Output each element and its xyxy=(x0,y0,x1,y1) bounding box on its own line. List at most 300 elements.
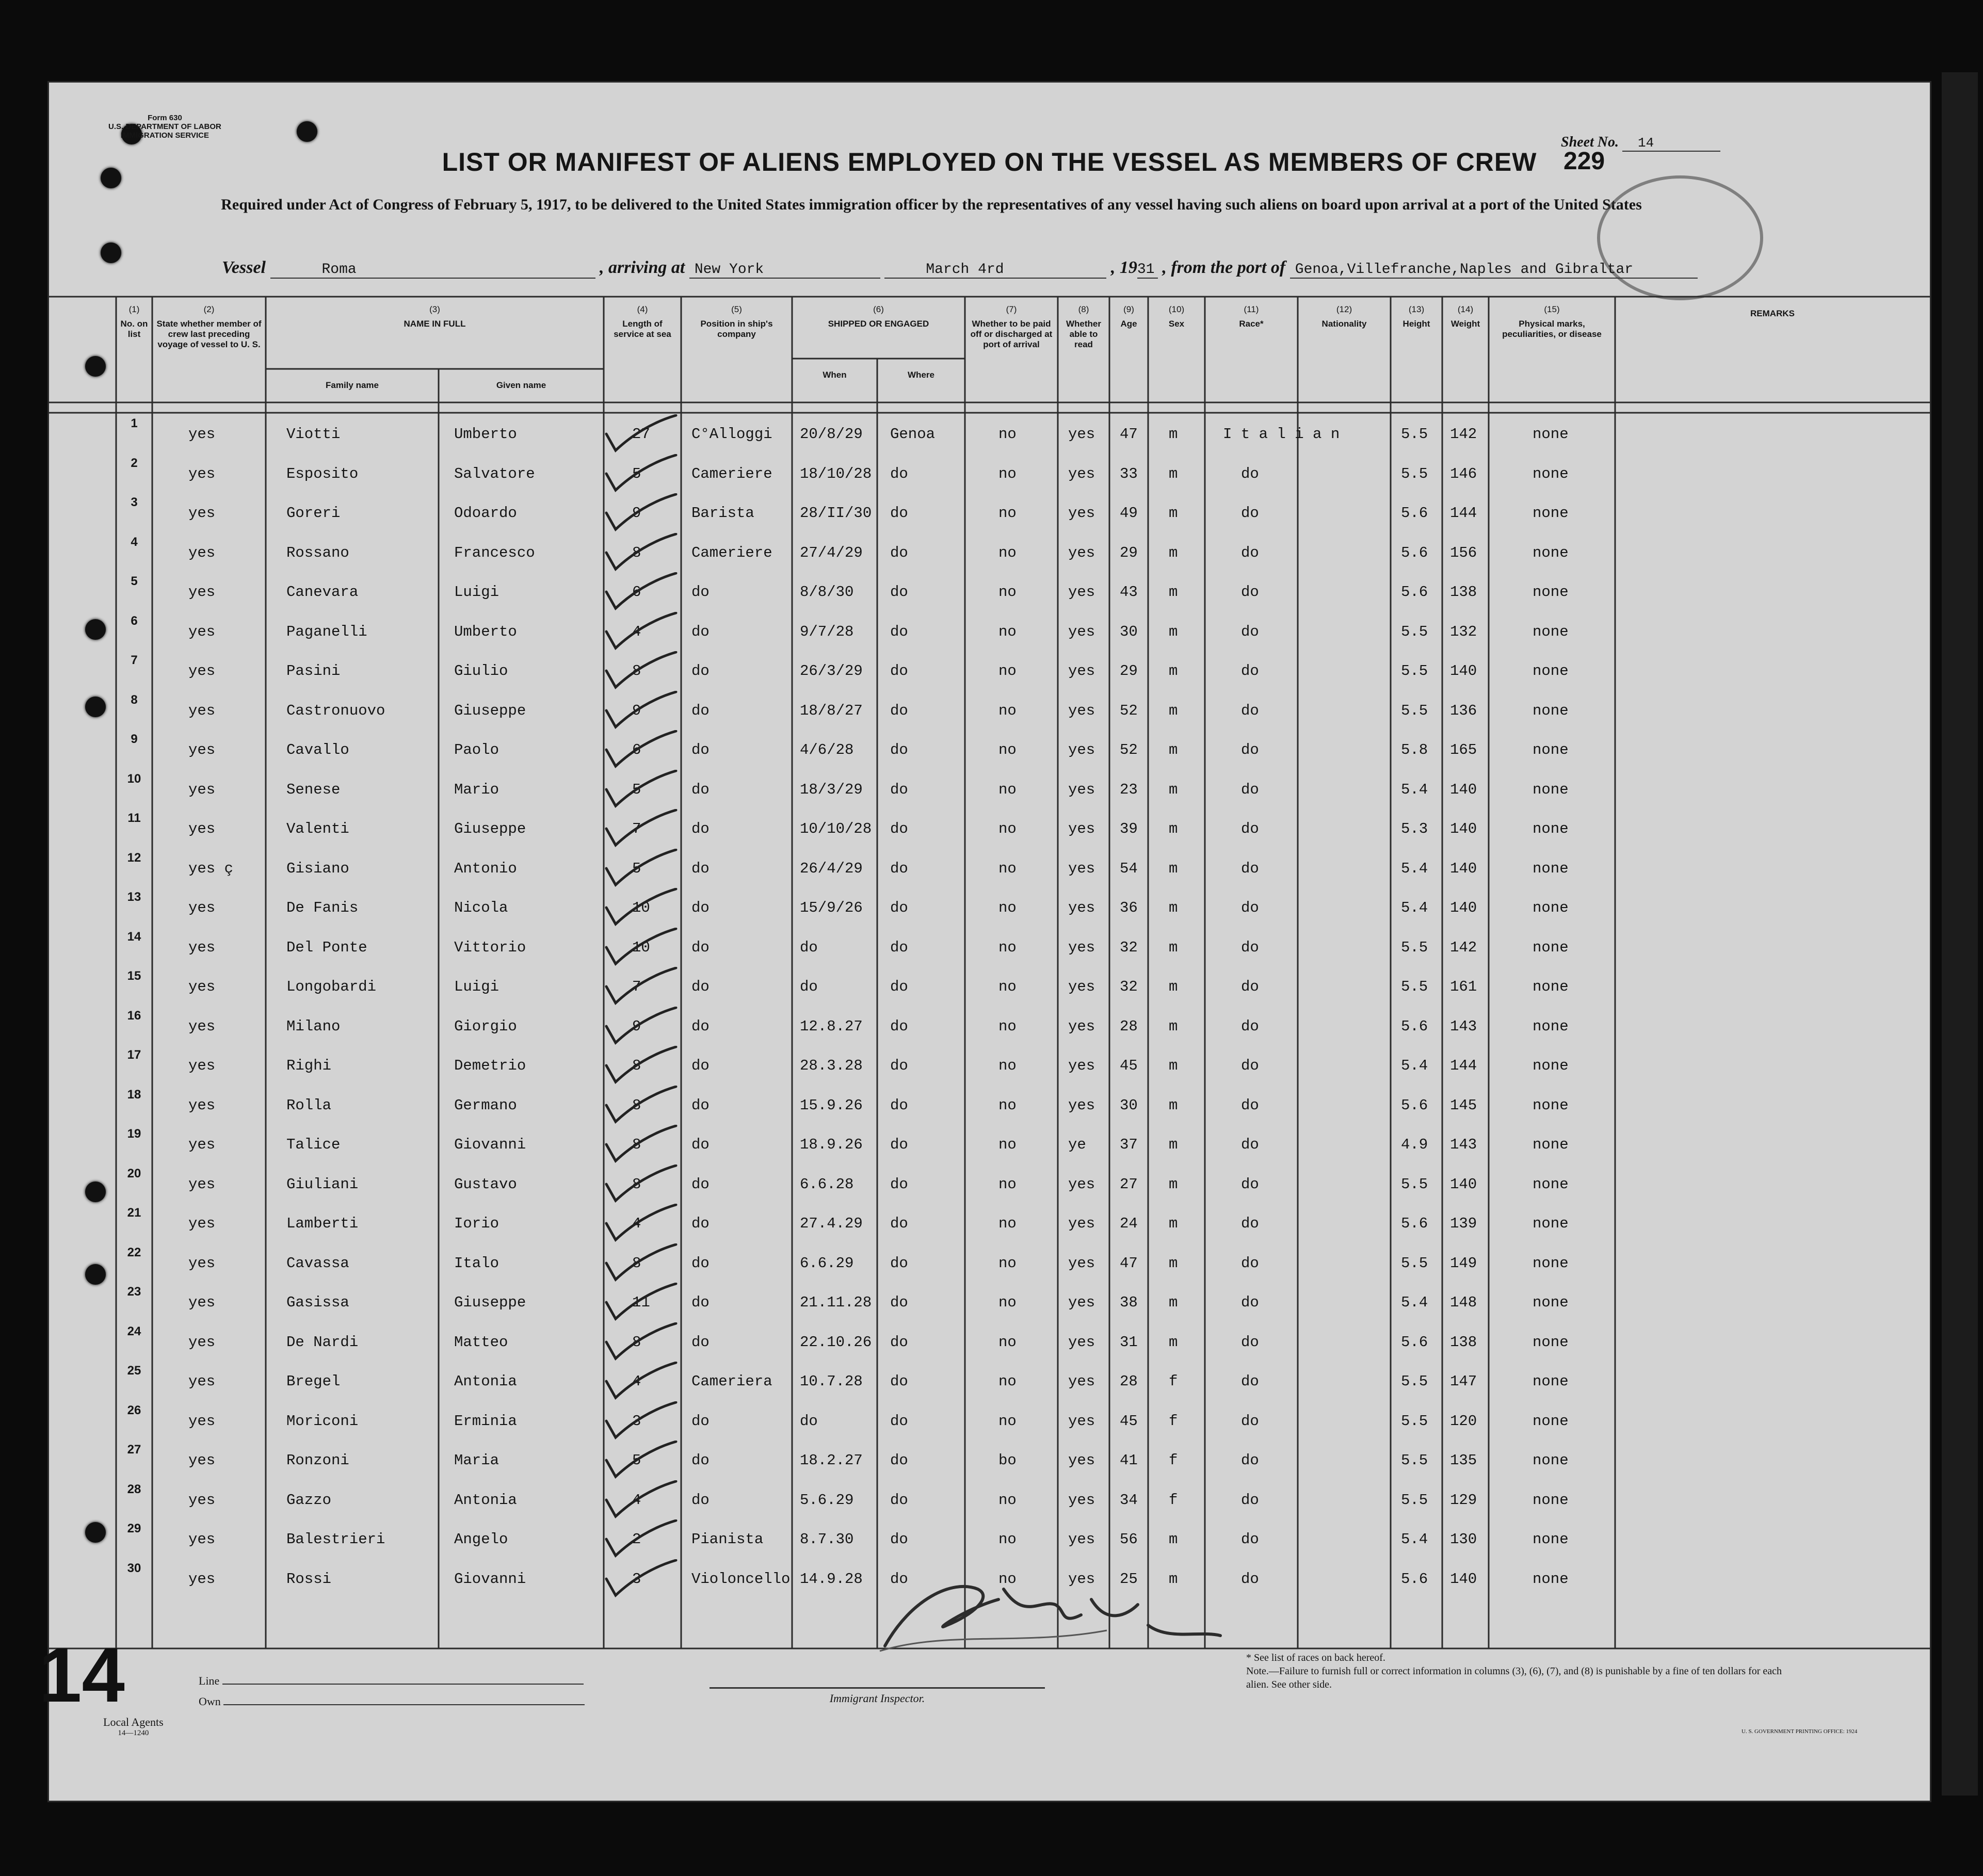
cell-sex: m xyxy=(1169,1096,1178,1114)
cell-weight: 148 xyxy=(1450,1294,1477,1311)
row-number: 30 xyxy=(127,1561,141,1575)
cell-given: Luigi xyxy=(454,584,499,601)
cell-prev: yes xyxy=(188,1333,216,1351)
cell-age: 29 xyxy=(1120,662,1138,680)
cell-where: do xyxy=(890,1491,908,1509)
row-number: 20 xyxy=(127,1166,141,1180)
form-identifier: Form 630 U.S. DEPARTMENT OF LABOR IMMIGRATION SERVICE xyxy=(108,114,221,140)
cell-when: 22.10.26 xyxy=(800,1333,872,1351)
cell-paid: no xyxy=(998,1215,1017,1232)
cell-given: Antonia xyxy=(454,1373,517,1390)
cell-when: 18.2.27 xyxy=(800,1452,863,1469)
check-mark xyxy=(601,493,684,535)
cell-family: Moriconi xyxy=(286,1412,359,1430)
cell-age: 54 xyxy=(1120,860,1138,877)
cell-height: 5.5 xyxy=(1401,1491,1428,1509)
row-number: 6 xyxy=(131,613,138,628)
cell-age: 25 xyxy=(1120,1570,1138,1588)
cell-paid: no xyxy=(998,1333,1017,1351)
cell-where: do xyxy=(890,465,908,482)
check-mark xyxy=(601,1283,684,1324)
cell-height: 5.5 xyxy=(1401,426,1428,443)
cell-given: Salvatore xyxy=(454,465,535,482)
cell-read: yes xyxy=(1068,623,1095,640)
cell-marks: none xyxy=(1533,1136,1569,1153)
cell-age: 32 xyxy=(1120,978,1138,995)
cell-prev: yes xyxy=(188,584,216,601)
cell-age: 43 xyxy=(1120,584,1138,601)
cell-weight: 142 xyxy=(1450,939,1477,956)
cell-race: do xyxy=(1241,1294,1259,1311)
cell-height: 5.5 xyxy=(1401,1175,1428,1193)
cell-marks: none xyxy=(1533,1373,1569,1390)
cell-position: do xyxy=(691,741,710,758)
cell-prev: yes xyxy=(188,1136,216,1153)
cell-height: 5.5 xyxy=(1401,978,1428,995)
cell-height: 5.5 xyxy=(1401,623,1428,640)
cell-when: do xyxy=(800,1412,818,1430)
cell-family: Esposito xyxy=(286,465,359,482)
cell-sex: m xyxy=(1169,426,1178,443)
cell-height: 5.4 xyxy=(1401,860,1428,877)
cell-position: do xyxy=(691,662,710,680)
cell-weight: 146 xyxy=(1450,465,1477,482)
cell-race: do xyxy=(1241,623,1259,640)
row-number: 13 xyxy=(127,890,141,904)
cell-given: Gustavo xyxy=(454,1175,517,1193)
cell-height: 5.5 xyxy=(1401,1452,1428,1469)
cell-marks: none xyxy=(1533,1531,1569,1548)
cell-when: 5.6.29 xyxy=(800,1491,854,1509)
cell-service: 6 xyxy=(632,584,641,601)
cell-prev: yes xyxy=(188,465,216,482)
cell-read: yes xyxy=(1068,584,1095,601)
cell-service: 27 xyxy=(632,426,650,443)
cell-where: do xyxy=(890,544,908,561)
check-mark xyxy=(601,1480,684,1522)
page-title: LIST OR MANIFEST OF ALIENS EMPLOYED ON THE VESSEL AS MEMBERS OF CREW xyxy=(442,148,1537,176)
cell-service: 10 xyxy=(632,899,650,916)
cell-family: Paganelli xyxy=(286,623,367,640)
cell-position: Cameriera xyxy=(691,1373,772,1390)
cell-weight: 140 xyxy=(1450,1175,1477,1193)
cell-weight: 149 xyxy=(1450,1254,1477,1272)
cell-read: yes xyxy=(1068,1175,1095,1193)
cell-family: Senese xyxy=(286,781,341,798)
cell-service: 3 xyxy=(632,1412,641,1430)
cell-read: yes xyxy=(1068,1452,1095,1469)
cell-height: 5.6 xyxy=(1401,584,1428,601)
cell-weight: 147 xyxy=(1450,1373,1477,1390)
cell-service: 10 xyxy=(632,939,650,956)
cell-family: Del Ponte xyxy=(286,939,367,956)
sheet-number: Sheet No. 14 xyxy=(1561,134,1720,152)
cell-age: 56 xyxy=(1120,1531,1138,1548)
cell-when: 18/10/28 xyxy=(800,465,872,482)
cell-sex: m xyxy=(1169,544,1178,561)
cell-service: 4 xyxy=(632,623,641,640)
cell-when: 28/II/30 xyxy=(800,505,872,522)
cell-read: yes xyxy=(1068,1333,1095,1351)
check-mark xyxy=(601,1559,684,1600)
row-number: 10 xyxy=(127,771,141,786)
cell-given: Giulio xyxy=(454,662,508,680)
cell-weight: 156 xyxy=(1450,544,1477,561)
cell-weight: 140 xyxy=(1450,820,1477,837)
cell-when: do xyxy=(800,939,818,956)
cell-marks: none xyxy=(1533,1057,1569,1074)
printing-office: U. S. GOVERNMENT PRINTING OFFICE: 1924 xyxy=(1742,1728,1858,1735)
column-header: (10) Sex xyxy=(1168,304,1185,329)
cell-weight: 165 xyxy=(1450,741,1477,758)
check-mark xyxy=(601,1243,684,1285)
cell-race: do xyxy=(1241,899,1259,916)
cell-when: 28.3.28 xyxy=(800,1057,863,1074)
column-subheader: Given name xyxy=(496,380,546,390)
cell-height: 5.5 xyxy=(1401,939,1428,956)
cell-paid: bo xyxy=(998,1452,1017,1469)
cell-when: 18/8/27 xyxy=(800,702,863,719)
column-subheader: Family name xyxy=(326,380,379,390)
cell-height: 4.9 xyxy=(1401,1136,1428,1153)
cell-position: Violoncello xyxy=(691,1570,791,1588)
cell-paid: no xyxy=(998,544,1017,561)
cell-family: Ronzoni xyxy=(286,1452,349,1469)
cell-position: do xyxy=(691,1254,710,1272)
check-mark xyxy=(601,572,684,613)
cell-race: do xyxy=(1241,1175,1259,1193)
cell-when: 12.8.27 xyxy=(800,1017,863,1035)
cell-marks: none xyxy=(1533,1215,1569,1232)
column-header: (12) Nationality xyxy=(1321,304,1367,329)
cell-height: 5.5 xyxy=(1401,702,1428,719)
check-mark xyxy=(601,849,684,890)
cell-prev: yes xyxy=(188,1452,216,1469)
cell-sex: m xyxy=(1169,465,1178,482)
cell-age: 29 xyxy=(1120,544,1138,561)
cell-given: Luigi xyxy=(454,978,499,995)
cell-race: do xyxy=(1241,1570,1259,1588)
cell-paid: no xyxy=(998,1491,1017,1509)
cell-prev: yes xyxy=(188,1096,216,1114)
cell-marks: none xyxy=(1533,939,1569,956)
row-number: 19 xyxy=(127,1127,141,1141)
cell-position: do xyxy=(691,1452,710,1469)
cell-age: 30 xyxy=(1120,623,1138,640)
cell-weight: 138 xyxy=(1450,1333,1477,1351)
cell-service: 4 xyxy=(632,1215,641,1232)
cell-race: do xyxy=(1241,1057,1259,1074)
footer-agents-label: Local Agents 14—1240 xyxy=(103,1716,164,1737)
row-number: 17 xyxy=(127,1048,141,1062)
sheet-number-large: 14 xyxy=(39,1631,125,1718)
cell-given: Vittorio xyxy=(454,939,526,956)
cell-service: 8 xyxy=(632,544,641,561)
cell-service: 8 xyxy=(632,1096,641,1114)
cell-weight: 145 xyxy=(1450,1096,1477,1114)
column-header: (3) NAME IN FULL xyxy=(404,304,466,329)
cell-service: 8 xyxy=(632,1057,641,1074)
cell-age: 30 xyxy=(1120,1096,1138,1114)
cell-service: 8 xyxy=(632,1136,641,1153)
cell-sex: m xyxy=(1169,662,1178,680)
check-mark xyxy=(601,1165,684,1206)
cell-prev: yes xyxy=(188,544,216,561)
cell-paid: no xyxy=(998,465,1017,482)
cell-sex: m xyxy=(1169,781,1178,798)
cell-service: 2 xyxy=(632,1531,641,1548)
cell-family: Cavassa xyxy=(286,1254,349,1272)
cell-marks: none xyxy=(1533,465,1569,482)
cell-age: 32 xyxy=(1120,939,1138,956)
cell-when: 27.4.29 xyxy=(800,1215,863,1232)
cell-given: Germano xyxy=(454,1096,517,1114)
cell-paid: no xyxy=(998,781,1017,798)
cell-race: do xyxy=(1241,741,1259,758)
cell-service: 6 xyxy=(632,741,641,758)
check-mark xyxy=(601,1204,684,1245)
page-subtitle: Required under Act of Congress of February 5, 1917, to be delivered to the United States immigration officer by the representatives of any vessel having such aliens on board upon arrival at a port of the United States xyxy=(221,196,1642,213)
cell-marks: none xyxy=(1533,820,1569,837)
check-mark xyxy=(601,967,684,1008)
cell-race: do xyxy=(1241,544,1259,561)
cell-family: Longobardi xyxy=(286,978,377,995)
cell-given: Italo xyxy=(454,1254,499,1272)
column-subheader: When xyxy=(823,370,847,380)
cell-race: do xyxy=(1241,1136,1259,1153)
cell-family: Talice xyxy=(286,1136,341,1153)
cell-given: Giovanni xyxy=(454,1570,526,1588)
cell-race: do xyxy=(1241,662,1259,680)
cell-read: ye xyxy=(1068,1136,1086,1153)
cell-read: yes xyxy=(1068,939,1095,956)
row-number: 29 xyxy=(127,1522,141,1535)
column-header: (15) Physical marks, peculiarities, or disease xyxy=(1502,304,1602,339)
cell-service: 7 xyxy=(632,820,641,837)
cell-age: 31 xyxy=(1120,1333,1138,1351)
footer-owner-label: Own xyxy=(199,1695,585,1708)
cell-age: 41 xyxy=(1120,1452,1138,1469)
cell-family: Gazzo xyxy=(286,1491,332,1509)
row-number: 15 xyxy=(127,969,141,983)
cell-age: 23 xyxy=(1120,781,1138,798)
cell-marks: none xyxy=(1533,1175,1569,1193)
row-number: 2 xyxy=(131,456,138,470)
cell-sex: m xyxy=(1169,702,1178,719)
cell-read: yes xyxy=(1068,1057,1095,1074)
row-number: 11 xyxy=(127,811,141,825)
cell-given: Antonio xyxy=(454,860,517,877)
cell-position: do xyxy=(691,1057,710,1074)
cell-sex: m xyxy=(1169,1136,1178,1153)
footer-note: * See list of races on back hereof. Note.—Failure to furnish full or correct information in columns (3), (6), (7), and (8) is punishable by a fine of ten dollars for each alien. See other side. xyxy=(1246,1652,1782,1690)
cell-prev: yes xyxy=(188,1175,216,1193)
column-header: (1) No. on list xyxy=(120,304,148,339)
cell-given: Mario xyxy=(454,781,499,798)
cell-sex: f xyxy=(1169,1373,1178,1390)
cell-position: do xyxy=(691,1136,710,1153)
cell-sex: m xyxy=(1169,623,1178,640)
column-header: (4) Length of service at sea xyxy=(614,304,671,339)
cell-race: I t a l i a n xyxy=(1223,426,1340,443)
cell-given: Giovanni xyxy=(454,1136,526,1153)
cell-race: do xyxy=(1241,1333,1259,1351)
cell-paid: no xyxy=(998,978,1017,995)
cell-age: 36 xyxy=(1120,899,1138,916)
cell-prev: yes xyxy=(188,741,216,758)
cell-sex: m xyxy=(1169,978,1178,995)
cell-family: Righi xyxy=(286,1057,332,1074)
cell-position: do xyxy=(691,1333,710,1351)
cell-prev: yes xyxy=(188,1215,216,1232)
check-mark xyxy=(601,1322,684,1364)
cell-age: 45 xyxy=(1120,1412,1138,1430)
cell-position: do xyxy=(691,1096,710,1114)
cell-weight: 140 xyxy=(1450,662,1477,680)
check-mark xyxy=(601,1441,684,1482)
cell-prev: yes xyxy=(188,1491,216,1509)
cell-family: Goreri xyxy=(286,505,341,522)
cell-marks: none xyxy=(1533,899,1569,916)
cell-when: 21.11.28 xyxy=(800,1294,872,1311)
cell-read: yes xyxy=(1068,1491,1095,1509)
cell-marks: none xyxy=(1533,1570,1569,1588)
cell-where: do xyxy=(890,1412,908,1430)
cell-marks: none xyxy=(1533,1452,1569,1469)
check-mark xyxy=(601,888,684,929)
cell-age: 47 xyxy=(1120,426,1138,443)
cell-sex: f xyxy=(1169,1491,1178,1509)
cell-prev: yes xyxy=(188,702,216,719)
cell-given: Iorio xyxy=(454,1215,499,1232)
cell-read: yes xyxy=(1068,1215,1095,1232)
vessel-line: Vessel Roma , arriving at New York March 4rd , 1931 , from the port of Genoa,Villefranche,Naples and Gibraltar xyxy=(222,258,1698,279)
cell-marks: none xyxy=(1533,1294,1569,1311)
cell-where: do xyxy=(890,623,908,640)
row-number: 14 xyxy=(127,929,141,944)
cell-position: Pianista xyxy=(691,1531,764,1548)
cell-height: 5.6 xyxy=(1401,1215,1428,1232)
cell-weight: 136 xyxy=(1450,702,1477,719)
cell-position: do xyxy=(691,1215,710,1232)
cell-service: 5 xyxy=(632,465,641,482)
row-number: 22 xyxy=(127,1245,141,1259)
cell-given: Matteo xyxy=(454,1333,508,1351)
cell-sex: f xyxy=(1169,1452,1178,1469)
cell-weight: 140 xyxy=(1450,781,1477,798)
cell-read: yes xyxy=(1068,465,1095,482)
cell-family: Viotti xyxy=(286,426,341,443)
cell-age: 28 xyxy=(1120,1017,1138,1035)
cell-sex: m xyxy=(1169,1333,1178,1351)
cell-sex: m xyxy=(1169,1215,1178,1232)
cell-position: do xyxy=(691,860,710,877)
cell-weight: 143 xyxy=(1450,1017,1477,1035)
row-number: 23 xyxy=(127,1285,141,1299)
row-number: 27 xyxy=(127,1443,141,1457)
cell-marks: none xyxy=(1533,978,1569,995)
cell-when: 9/7/28 xyxy=(800,623,854,640)
cell-given: Giuseppe xyxy=(454,820,526,837)
cell-height: 5.8 xyxy=(1401,741,1428,758)
row-number: 21 xyxy=(127,1206,141,1220)
cell-read: yes xyxy=(1068,860,1095,877)
cell-given: Giuseppe xyxy=(454,1294,526,1311)
cell-service: 11 xyxy=(632,1294,650,1311)
cell-sex: m xyxy=(1169,584,1178,601)
cell-marks: none xyxy=(1533,623,1569,640)
cell-service: 5 xyxy=(632,1452,641,1469)
cell-paid: no xyxy=(998,505,1017,522)
cell-height: 5.5 xyxy=(1401,1254,1428,1272)
cell-sex: m xyxy=(1169,1254,1178,1272)
cell-prev: yes xyxy=(188,1017,216,1035)
cell-prev: yes xyxy=(188,1412,216,1430)
cell-when: do xyxy=(800,978,818,995)
cell-sex: m xyxy=(1169,1057,1178,1074)
cell-when: 14.9.28 xyxy=(800,1570,863,1588)
cell-prev: yes xyxy=(188,505,216,522)
cell-position: do xyxy=(691,623,710,640)
cell-when: 4/6/28 xyxy=(800,741,854,758)
cell-marks: none xyxy=(1533,781,1569,798)
cell-read: yes xyxy=(1068,426,1095,443)
departure-ports: Genoa,Villefranche,Naples and Gibraltar xyxy=(1290,262,1698,279)
cell-prev: yes xyxy=(188,1294,216,1311)
cell-read: yes xyxy=(1068,1254,1095,1272)
cell-marks: none xyxy=(1533,1254,1569,1272)
column-subheader: Where xyxy=(908,370,934,380)
cell-where: do xyxy=(890,860,908,877)
cell-position: do xyxy=(691,820,710,837)
cell-marks: none xyxy=(1533,1096,1569,1114)
cell-given: Demetrio xyxy=(454,1057,526,1074)
cell-race: do xyxy=(1241,1452,1259,1469)
cell-weight: 120 xyxy=(1450,1412,1477,1430)
cell-age: 28 xyxy=(1120,1373,1138,1390)
check-mark xyxy=(601,454,684,495)
check-mark xyxy=(601,1125,684,1166)
cell-where: do xyxy=(890,899,908,916)
cell-position: do xyxy=(691,1294,710,1311)
cell-paid: no xyxy=(998,1531,1017,1548)
cell-when: 20/8/29 xyxy=(800,426,863,443)
cell-height: 5.5 xyxy=(1401,662,1428,680)
cell-where: do xyxy=(890,1175,908,1193)
cell-prev: yes xyxy=(188,781,216,798)
cell-race: do xyxy=(1241,939,1259,956)
cell-given: Nicola xyxy=(454,899,508,916)
cell-height: 5.4 xyxy=(1401,1294,1428,1311)
cell-where: do xyxy=(890,1333,908,1351)
check-mark xyxy=(601,730,684,771)
cell-position: do xyxy=(691,1412,710,1430)
cell-service: 7 xyxy=(632,978,641,995)
cell-prev: yes xyxy=(188,978,216,995)
cell-read: yes xyxy=(1068,978,1095,995)
cell-paid: no xyxy=(998,1294,1017,1311)
cell-age: 49 xyxy=(1120,505,1138,522)
arrival-date: March 4rd xyxy=(884,262,1106,279)
cell-height: 5.5 xyxy=(1401,1373,1428,1390)
cell-height: 5.4 xyxy=(1401,1057,1428,1074)
column-header: (5) Position in ship's company xyxy=(700,304,773,339)
row-number: 12 xyxy=(127,850,141,865)
cell-weight: 140 xyxy=(1450,860,1477,877)
cell-race: do xyxy=(1241,1096,1259,1114)
cell-race: do xyxy=(1241,465,1259,482)
cell-position: Cameriere xyxy=(691,465,772,482)
